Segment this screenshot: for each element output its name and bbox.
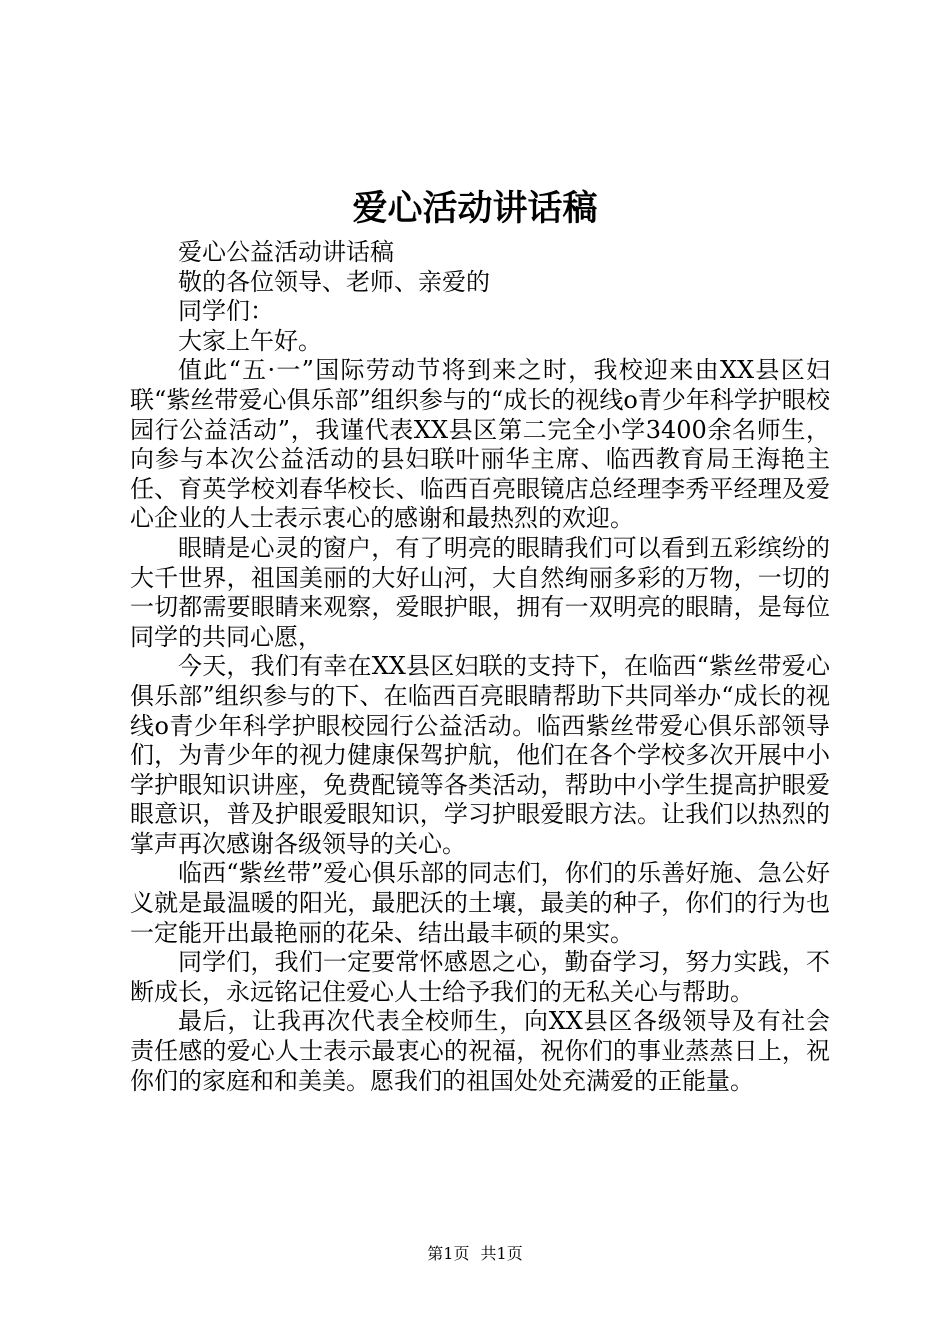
paragraph: 最后，让我再次代表全校师生，向XX县区各级领导及有社会责任感的爱心人士表示最衷心的祝福，祝你们的事业蒸蒸日上，祝你们的家庭和和美美。愿我们的祖国处处充满爱的正能量。: [130, 1007, 830, 1095]
paragraph: 眼睛是心灵的窗户，有了明亮的眼睛我们可以看到五彩缤纷的大千世界，祖国美丽的大好山河，大自然绚丽多彩的万物，一切的一切都需要眼睛来观察，爱眼护眼，拥有一双明亮的眼睛，是每位同学的共同心愿，: [130, 533, 830, 651]
paragraph: 大家上午好。: [178, 326, 322, 355]
paragraph: 敬的各位领导、老师、亲爱的: [178, 267, 490, 296]
paragraph: 今天，我们有幸在XX县区妇联的支持下，在临西“紫丝带爱心俱乐部”组织参与的下、在临西百亮眼睛帮助下共同举办“成长的视线o青少年科学护眼校园行公益活动。临西紫丝带爱心俱乐部领导们，为青少年的视力健康保驾护航，他们在各个学校多次开展中小学护眼知识讲座，免费配镜等各类活动，帮助中小学生提高护眼爱眼意识，普及护眼爱眼知识，学习护眼爱眼方法。让我们以热烈的掌声再次感谢各级领导的关心。: [130, 652, 830, 858]
paragraph: 临西“紫丝带”爱心俱乐部的同志们，你们的乐善好施、急公好义就是最温暖的阳光，最肥沃的土壤，最美的种子，你们的行为也一定能开出最艳丽的花朵、结出最丰硕的果实。: [130, 859, 830, 947]
document-body: [130, 238, 830, 1096]
page-footer: [0, 1243, 950, 1265]
page-total: 共1页: [480, 1244, 523, 1263]
paragraph: 同学们，我们一定要常怀感恩之心，勤奋学习，努力实践，不断成长，永远铭记住爱心人士给予我们的无私关心与帮助。: [130, 948, 830, 1006]
document-title: 爱心活动讲话稿: [352, 188, 598, 229]
page-number: 第1页: [427, 1244, 470, 1263]
paragraph: 值此“五·一”国际劳动节将到来之时，我校迎来由XX县区妇联“紫丝带爱心俱乐部”组织参与的“成长的视线o青少年科学护眼校园行公益活动”，我谨代表XX县区第二完全小学3400余名师生，向参与本次公益活动的县妇联叶丽华主席、临西教育局王海艳主任、育英学校刘春华校长、临西百亮眼镜店总经理李秀平经理及爱心企业的人士表示衷心的感谢和最热烈的欢迎。: [130, 356, 830, 533]
paragraph: 同学们：: [178, 297, 274, 326]
paragraph: 爱心公益活动讲话稿: [178, 238, 394, 266]
